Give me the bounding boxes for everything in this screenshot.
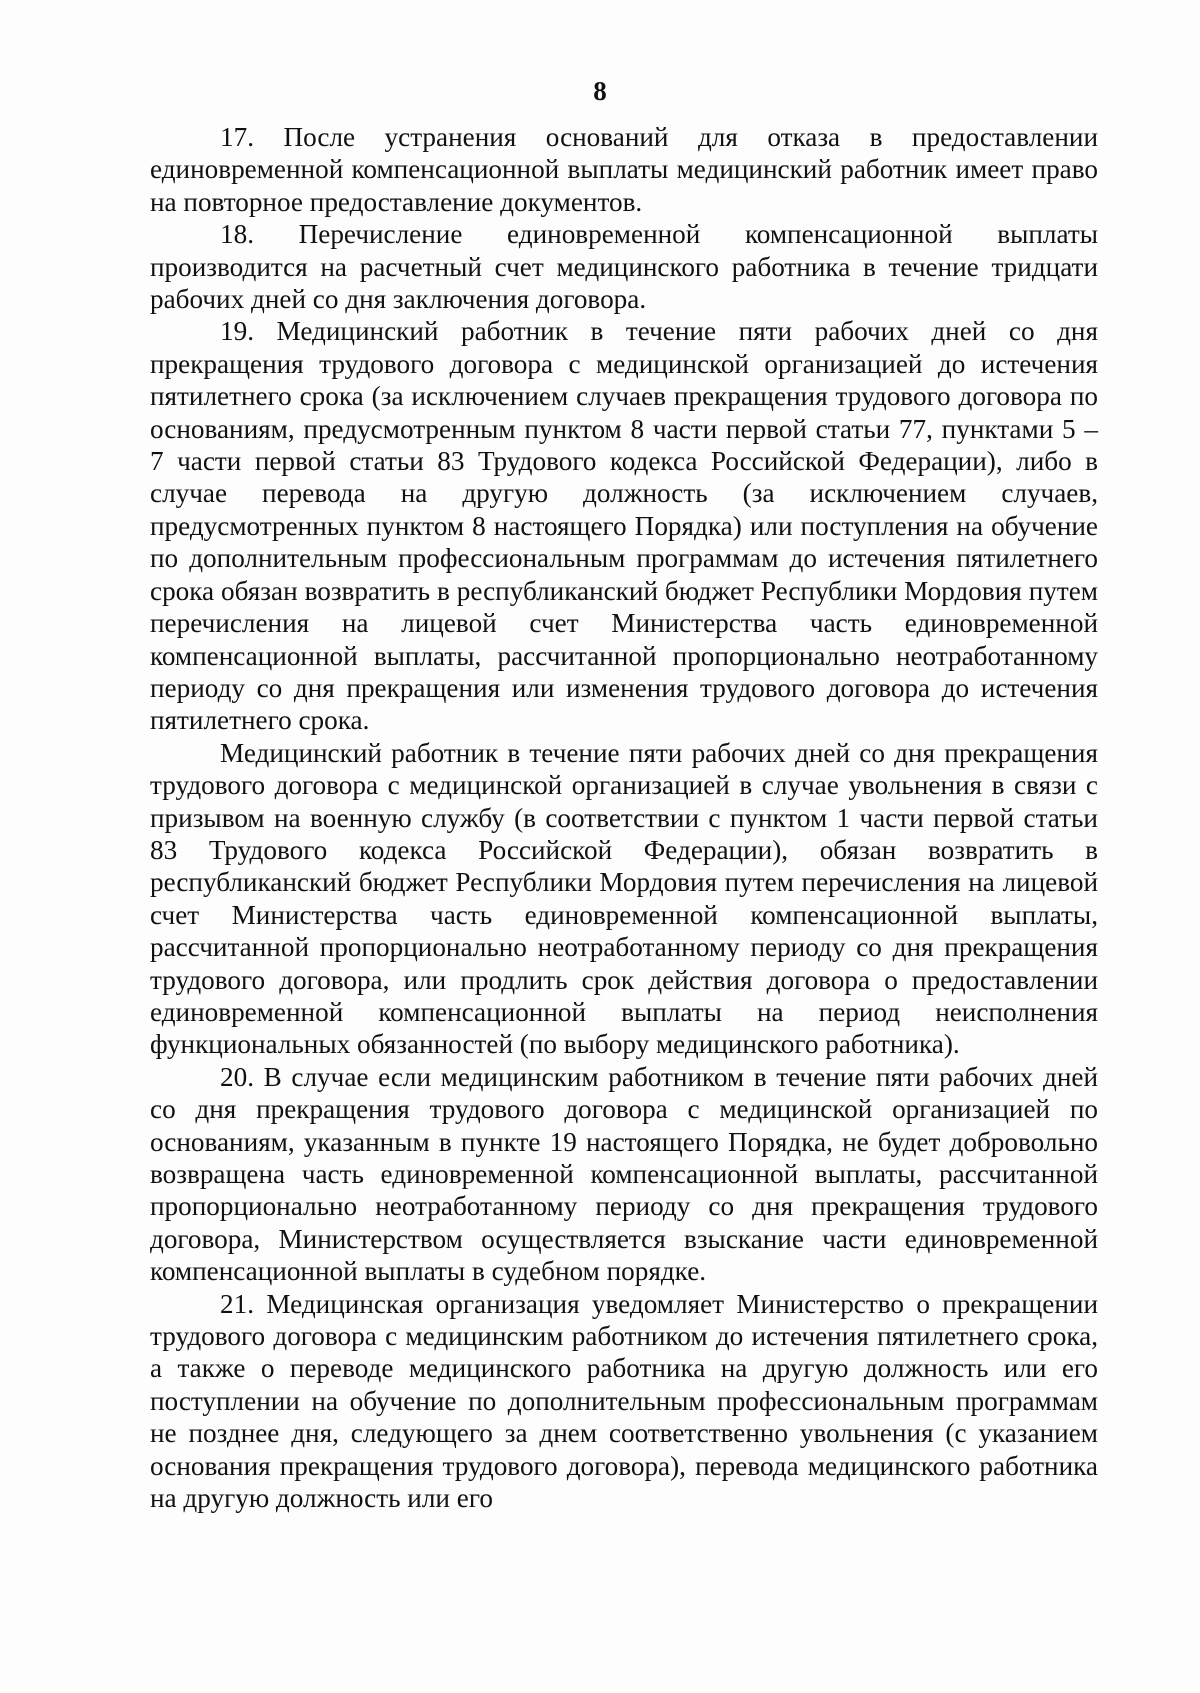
paragraph-number: 21. [220, 1288, 254, 1319]
paragraph-number: 17. [220, 122, 254, 152]
paragraph-text: Медицинская организация уведомляет Министерство о прекращении трудового договора с медицинским работником до истечения пятилетнего срока, а также о переводе медицинского работника на другую должность или его поступлении на обучение по дополнительным профессиональным программам не позднее дня, следующего за днем соответственно увольнения (с указанием основания прекращения трудового договора), перевода медицинского работника на другую должность или его [150, 1288, 1098, 1514]
paragraph-text: В случае если медицинским работником в течение пяти рабочих дней со дня прекращения трудового договора с медицинской организацией по основаниям, указанным в пункте 19 настоящего Порядка, не будет добровольно возвращена часть единовременной компенсационной выплаты, рассчитанной пропорционально неотработанному периоду со дня прекращения трудового договора, Министерством осуществляется взыскание части единовременной компенсационной выплаты в судебном порядке. [150, 1061, 1099, 1287]
paragraph-text: Медицинский работник в течение пяти рабочих дней со дня прекращения трудового договора с медицинской организацией до истечения пятилетнего срока (за исключением случаев прекращения трудового договора по основаниям, предусмотренным пунктом 8 части первой статьи 77, пунктами 5 – 7 части первой статьи 83 Трудового кодекса Российской Федерации), либо в случае перевода на другую должность (за исключением случаев, предусмотренных пунктом 8 настоящего Порядка) или поступления на обучение по дополнительным профессиональным программам до истечения пятилетнего срока обязан возвратить в республиканский бюджет Республики Мордовия путем перечисления на лицевой счет Министерства часть единовременной компенсационной выплаты, рассчитанной пропорционально неотработанному периоду со дня прекращения или изменения трудового договора до истечения пятилетнего срока. [150, 316, 1098, 736]
paragraph-number: 18. [220, 219, 254, 250]
paragraph-21 [150, 1288, 1098, 1515]
paragraph-17 [150, 121, 1098, 218]
paragraph-number: 19. [220, 316, 254, 347]
paragraph-text: Перечисление единовременной компенсационной выплаты производится на расчетный счет медицинского работника в течение тридцати рабочих дней со дня заключения договора. [150, 219, 1099, 315]
page-number: 8 [593, 76, 607, 106]
paragraph-19 [150, 315, 1098, 736]
paragraph-19-continued [150, 737, 1098, 1061]
paragraph-text: После устранения оснований для отказа в предоставлении единовременной компенсационной выплаты медицинский работник имеет право на повторное предоставление документов. [150, 122, 1098, 217]
paragraph-text: Медицинский работник в течение пяти рабочих дней со дня прекращения трудового договора с медицинской организацией в случае увольнения в связи с призывом на военную службу (в соответствии с пунктом 1 части первой статьи 83 Трудового кодекса Российской Федерации), обязан возвратить в республиканский бюджет Республики Мордовия путем перечисления на лицевой счет Министерства часть единовременной компенсационной выплаты, рассчитанной пропорционально неотработанному периоду со дня прекращения трудового договора, или продлить срок действия договора о предоставлении единовременной компенсационной выплаты на период неисполнения функциональных обязанностей (по выбору медицинского работника). [150, 737, 1098, 1060]
paragraph-18 [150, 218, 1098, 315]
paragraph-20 [150, 1061, 1098, 1288]
paragraph-number: 20. [220, 1061, 254, 1092]
document-body [150, 121, 1098, 1514]
